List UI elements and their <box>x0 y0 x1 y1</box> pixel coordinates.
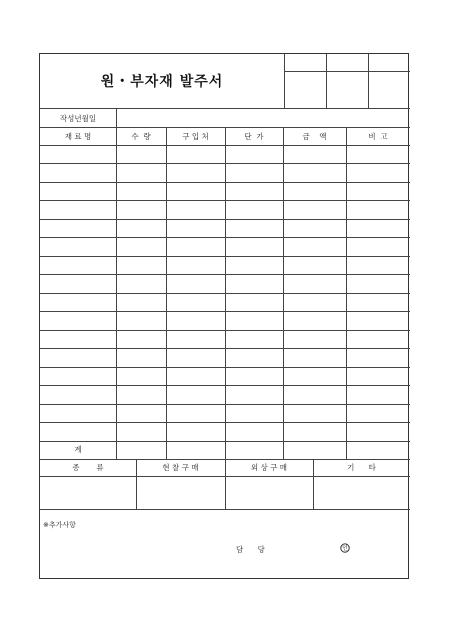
approval-header-line <box>284 71 410 72</box>
category-other-header: 기 타 <box>347 463 376 472</box>
category-type-header: 종 류 <box>72 463 104 472</box>
table-row <box>40 182 410 183</box>
form-title: 원・부자재 발주서 <box>100 74 224 90</box>
total-label: 계 <box>74 445 82 455</box>
table-row <box>40 311 410 312</box>
table-row <box>40 293 410 294</box>
svg-text:인: 인 <box>342 545 348 553</box>
date-divider <box>116 108 117 127</box>
category-bottom-line <box>40 509 410 510</box>
category-credit-header: 외 상 구 매 <box>250 463 288 472</box>
category-cash-header: 현 찰 구 매 <box>162 463 199 472</box>
table-row <box>40 422 410 423</box>
column-header: 구 입 처 <box>182 131 209 141</box>
column-header: 비 고 <box>368 131 388 141</box>
table-row <box>40 200 410 201</box>
table-row <box>40 256 410 257</box>
table-row <box>40 163 410 164</box>
approval-divider <box>326 54 327 108</box>
table-row <box>40 274 410 275</box>
header-bottom-line <box>40 145 410 146</box>
table-row <box>40 219 410 220</box>
table-row <box>40 237 410 238</box>
additional-notes-label: ※추가사항 <box>43 521 76 529</box>
column-header: 수 량 <box>131 131 151 141</box>
table-row <box>40 330 410 331</box>
table-row <box>40 367 410 368</box>
purchase-order-form <box>39 53 409 579</box>
table-row <box>40 404 410 405</box>
column-header: 금 액 <box>302 131 327 141</box>
date-label: 작성년월일 <box>59 113 97 123</box>
seal-mark-icon <box>340 543 350 553</box>
manager-label: 담 당 <box>236 545 271 554</box>
table-row <box>40 348 410 349</box>
column-header: 단 가 <box>244 131 264 141</box>
approval-divider <box>284 54 285 108</box>
column-header: 재 료 명 <box>64 131 92 141</box>
table-row <box>40 385 410 386</box>
approval-divider <box>368 54 369 108</box>
